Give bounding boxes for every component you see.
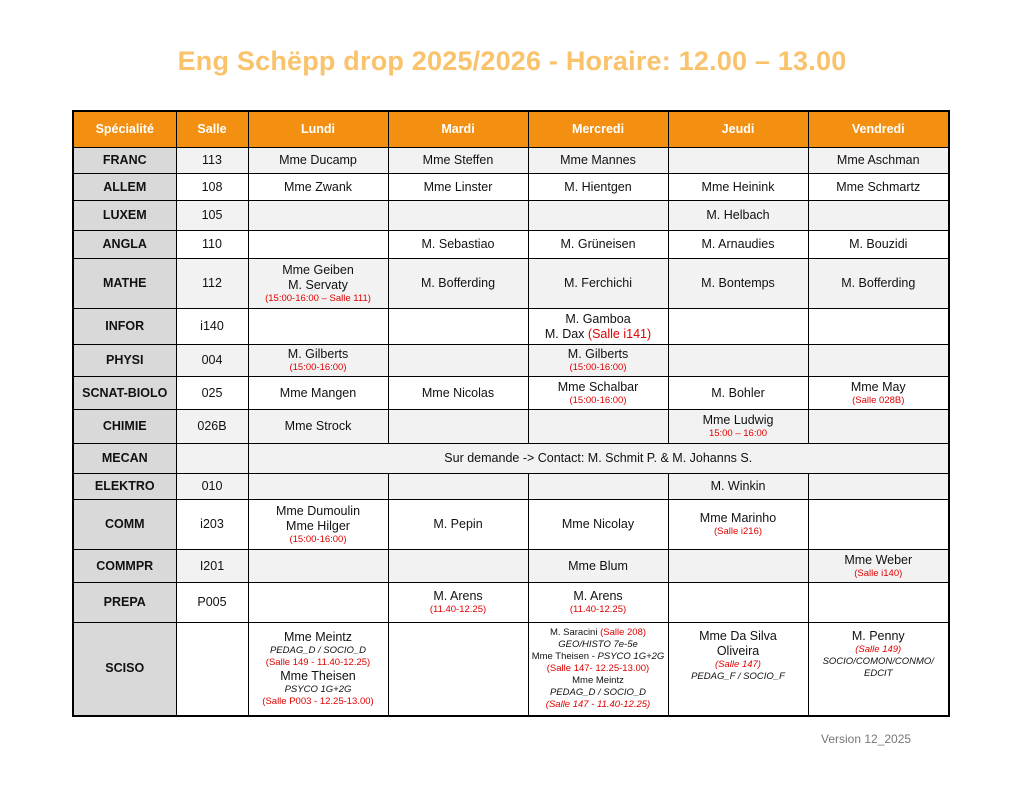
salle-cell: 026B — [176, 410, 248, 444]
cell-jeudi: Mme Heinink — [668, 174, 808, 201]
spec-cell: MATHE — [73, 259, 176, 309]
salle-cell: 112 — [176, 259, 248, 309]
spec-cell: LUXEM — [73, 201, 176, 231]
teacher-name: M. Arens — [433, 589, 483, 603]
teacher-name: M. Gilberts — [287, 347, 349, 361]
salle-cell — [176, 444, 248, 474]
cell-jeudi — [668, 583, 808, 623]
cell-lundi — [248, 309, 388, 345]
course-code: GEO/HISTO 7e-5e — [558, 638, 638, 650]
cell-jeudi: M. Bontemps — [668, 259, 808, 309]
salle-cell: 110 — [176, 231, 248, 259]
cell-mercredi: M. Hientgen — [528, 174, 668, 201]
cell-lundi — [248, 259, 388, 309]
cell-jeudi: M. Arnaudies — [668, 231, 808, 259]
salle-cell: 025 — [176, 377, 248, 410]
time-note: (15:00-16:00 – Salle 111) — [265, 292, 371, 304]
cell-lundi: Mme Ducamp — [248, 148, 388, 174]
cell-mardi: M. Pepin — [388, 500, 528, 550]
room-note: (Salle i141) — [587, 326, 652, 341]
salle-cell: 113 — [176, 148, 248, 174]
table-row — [73, 309, 949, 345]
cell-jeudi: M. Helbach — [668, 201, 808, 231]
cell-vendredi — [808, 377, 949, 410]
spec-cell: PHYSI — [73, 345, 176, 377]
time-note: (11.40-12.25) — [569, 604, 627, 615]
table-row — [73, 500, 949, 550]
header-lundi: Lundi — [248, 111, 388, 148]
teacher-name: M. Arens — [573, 589, 623, 603]
course-code: PEDAG_F / SOCIO_F — [691, 671, 785, 682]
cell-vendredi — [808, 583, 949, 623]
cell-jeudi — [668, 410, 808, 444]
table-row — [73, 474, 949, 500]
cell-vendredi: M. Bouzidi — [808, 231, 949, 259]
cell-lundi: Mme Zwank — [248, 174, 388, 201]
cell-mercredi: Mme Blum — [528, 550, 668, 583]
cell-mardi: Mme Linster — [388, 174, 528, 201]
spec-cell: SCISO — [73, 623, 176, 716]
cell-lundi: Mme Strock — [248, 410, 388, 444]
cell-lundi — [248, 474, 388, 500]
schedule-table — [72, 110, 950, 717]
table-row — [73, 410, 949, 444]
cell-mardi: M. Bofferding — [388, 259, 528, 309]
course-code: EDCIT — [864, 668, 893, 679]
teacher-line — [531, 327, 666, 342]
teacher-line — [531, 627, 666, 639]
cell-jeudi — [668, 623, 808, 716]
table-row — [73, 377, 949, 410]
teacher-name: Mme Ludwig — [702, 413, 774, 427]
cell-mercredi: M. Ferchichi — [528, 259, 668, 309]
spec-cell: ANGLA — [73, 231, 176, 259]
room-note: (Salle 149 - 11.40-12.25) — [265, 656, 371, 668]
cell-vendredi: M. Bofferding — [808, 259, 949, 309]
teacher-name: M. Servaty — [288, 277, 348, 292]
spec-cell: SCNAT-BIOLO — [73, 377, 176, 410]
salle-cell: i203 — [176, 500, 248, 550]
course-code: PSYCO 1G+2G — [284, 683, 352, 695]
cell-mardi — [388, 309, 528, 345]
cell-mercredi: Mme Mannes — [528, 148, 668, 174]
cell-mardi — [388, 201, 528, 231]
teacher-name: M. Gilberts — [567, 347, 629, 361]
cell-mardi: Mme Nicolas — [388, 377, 528, 410]
salle-cell — [176, 623, 248, 716]
spec-cell: ELEKTRO — [73, 474, 176, 500]
page-title: Eng Schëpp drop 2025/2026 - Horaire: 12.00 – 13.00 — [177, 46, 847, 76]
cell-lundi: Mme Mangen — [248, 377, 388, 410]
spec-cell: INFOR — [73, 309, 176, 345]
teacher-name: Mme Meintz — [283, 629, 353, 644]
salle-cell: 010 — [176, 474, 248, 500]
cell-mardi — [388, 345, 528, 377]
cell-mercredi — [528, 410, 668, 444]
cell-mercredi: M. Grüneisen — [528, 231, 668, 259]
spec-cell: COMM — [73, 500, 176, 550]
salle-cell: i140 — [176, 309, 248, 345]
course-code: SOCIO/COMON/CONMO/ — [822, 656, 934, 667]
spec-cell: COMMPR — [73, 550, 176, 583]
teacher-name: Mme Theisen - — [531, 650, 598, 662]
teacher-name: Mme Schalbar — [557, 379, 639, 394]
teacher-name: Mme Da Silva — [699, 629, 777, 643]
cell-mercredi — [528, 309, 668, 345]
table-row — [73, 231, 949, 259]
teacher-name: M. Gamboa — [565, 311, 631, 326]
cell-vendredi — [808, 345, 949, 377]
table-row — [73, 148, 949, 174]
cell-lundi — [248, 583, 388, 623]
header-salle: Salle — [176, 111, 248, 148]
cell-jeudi — [668, 345, 808, 377]
spec-cell: CHIMIE — [73, 410, 176, 444]
table-row — [73, 259, 949, 309]
course-code: PSYCO 1G+2G — [597, 650, 665, 662]
time-note: (15:00-16:00) — [569, 394, 627, 406]
room-note: (Salle 149) — [855, 644, 902, 655]
cell-vendredi — [808, 410, 949, 444]
salle-cell: 004 — [176, 345, 248, 377]
cell-vendredi — [808, 623, 949, 716]
cell-vendredi — [808, 500, 949, 550]
salle-cell: 108 — [176, 174, 248, 201]
cell-mercredi — [528, 623, 668, 716]
room-note: (Salle 208) — [600, 626, 647, 638]
cell-vendredi — [808, 309, 949, 345]
header-mardi: Mardi — [388, 111, 528, 148]
mecan-note: Sur demande -> Contact: M. Schmit P. & M. Johanns S. — [248, 444, 949, 474]
cell-jeudi — [668, 148, 808, 174]
table-row — [73, 345, 949, 377]
room-note: (Salle i140) — [854, 567, 903, 579]
version-label: Version 12_2025 — [821, 732, 912, 746]
cell-mardi: Mme Steffen — [388, 148, 528, 174]
cell-jeudi — [668, 309, 808, 345]
teacher-name: Mme Hilger — [286, 518, 350, 533]
room-note: (Salle i216) — [713, 526, 763, 537]
cell-jeudi: M. Winkin — [668, 474, 808, 500]
table-row — [73, 583, 949, 623]
cell-mercredi — [528, 474, 668, 500]
cell-mardi — [388, 474, 528, 500]
room-note: (Salle 147 - 11.40-12.25) — [545, 698, 651, 710]
cell-vendredi — [808, 474, 949, 500]
header-mercredi: Mercredi — [528, 111, 668, 148]
spec-cell: ALLEM — [73, 174, 176, 201]
teacher-name: Mme Dumoulin — [275, 503, 361, 518]
cell-lundi — [248, 231, 388, 259]
header-specialite: Spécialité — [73, 111, 176, 148]
cell-mardi — [388, 410, 528, 444]
teacher-name: Mme Geiben — [282, 262, 354, 277]
time-note: (11.40-12.25) — [429, 604, 487, 615]
cell-jeudi: M. Bohler — [668, 377, 808, 410]
cell-mercredi: Mme Nicolay — [528, 500, 668, 550]
cell-mercredi — [528, 583, 668, 623]
cell-vendredi: Mme Schmartz — [808, 174, 949, 201]
cell-mardi: M. Sebastiao — [388, 231, 528, 259]
cell-vendredi — [808, 201, 949, 231]
room-note: (Salle P003 - 12.25-13.00) — [262, 695, 374, 707]
cell-mercredi — [528, 201, 668, 231]
room-note: (Salle 147) — [715, 659, 761, 670]
table-row — [73, 444, 949, 474]
header-jeudi: Jeudi — [668, 111, 808, 148]
teacher-name: M. Saracini — [549, 626, 601, 638]
cell-mardi — [388, 550, 528, 583]
table-row — [73, 623, 949, 716]
spec-cell: MECAN — [73, 444, 176, 474]
cell-lundi — [248, 500, 388, 550]
teacher-name: Mme Meintz — [572, 674, 624, 686]
cell-mercredi — [528, 377, 668, 410]
course-code: PEDAG_D / SOCIO_D — [269, 644, 367, 656]
teacher-name: Mme Weber — [844, 552, 913, 567]
cell-jeudi — [668, 550, 808, 583]
cell-vendredi: Mme Aschman — [808, 148, 949, 174]
time-note: (15:00-16:00) — [289, 362, 347, 373]
table-row — [73, 201, 949, 231]
teacher-line — [531, 651, 666, 663]
cell-vendredi — [808, 550, 949, 583]
teacher-name: Mme Theisen — [280, 668, 356, 683]
cell-lundi — [248, 201, 388, 231]
teacher-name: M. Penny — [851, 629, 905, 643]
cell-mercredi — [528, 345, 668, 377]
header-vendredi: Vendredi — [808, 111, 949, 148]
cell-jeudi — [668, 500, 808, 550]
time-note: 15:00 – 16:00 — [708, 428, 768, 439]
cell-lundi — [248, 623, 388, 716]
salle-cell: I201 — [176, 550, 248, 583]
salle-cell: 105 — [176, 201, 248, 231]
header-row — [73, 111, 949, 148]
table-row — [73, 174, 949, 201]
teacher-name: Mme Marinho — [699, 511, 777, 525]
teacher-name: Mme May — [850, 379, 906, 394]
spec-cell: FRANC — [73, 148, 176, 174]
cell-mardi — [388, 623, 528, 716]
time-note: (15:00-16:00) — [289, 533, 347, 545]
cell-mardi — [388, 583, 528, 623]
course-code: PEDAG_D / SOCIO_D — [549, 686, 647, 698]
spec-cell: PREPA — [73, 583, 176, 623]
time-note: (15:00-16:00) — [569, 362, 627, 373]
room-note: (Salle 028B) — [852, 394, 905, 406]
teacher-name: Oliveira — [716, 644, 760, 658]
teacher-name: M. Dax — [544, 326, 588, 341]
cell-lundi — [248, 550, 388, 583]
table-row — [73, 550, 949, 583]
room-note: (Salle 147- 12.25-13.00) — [546, 662, 650, 674]
salle-cell: P005 — [176, 583, 248, 623]
cell-lundi — [248, 345, 388, 377]
